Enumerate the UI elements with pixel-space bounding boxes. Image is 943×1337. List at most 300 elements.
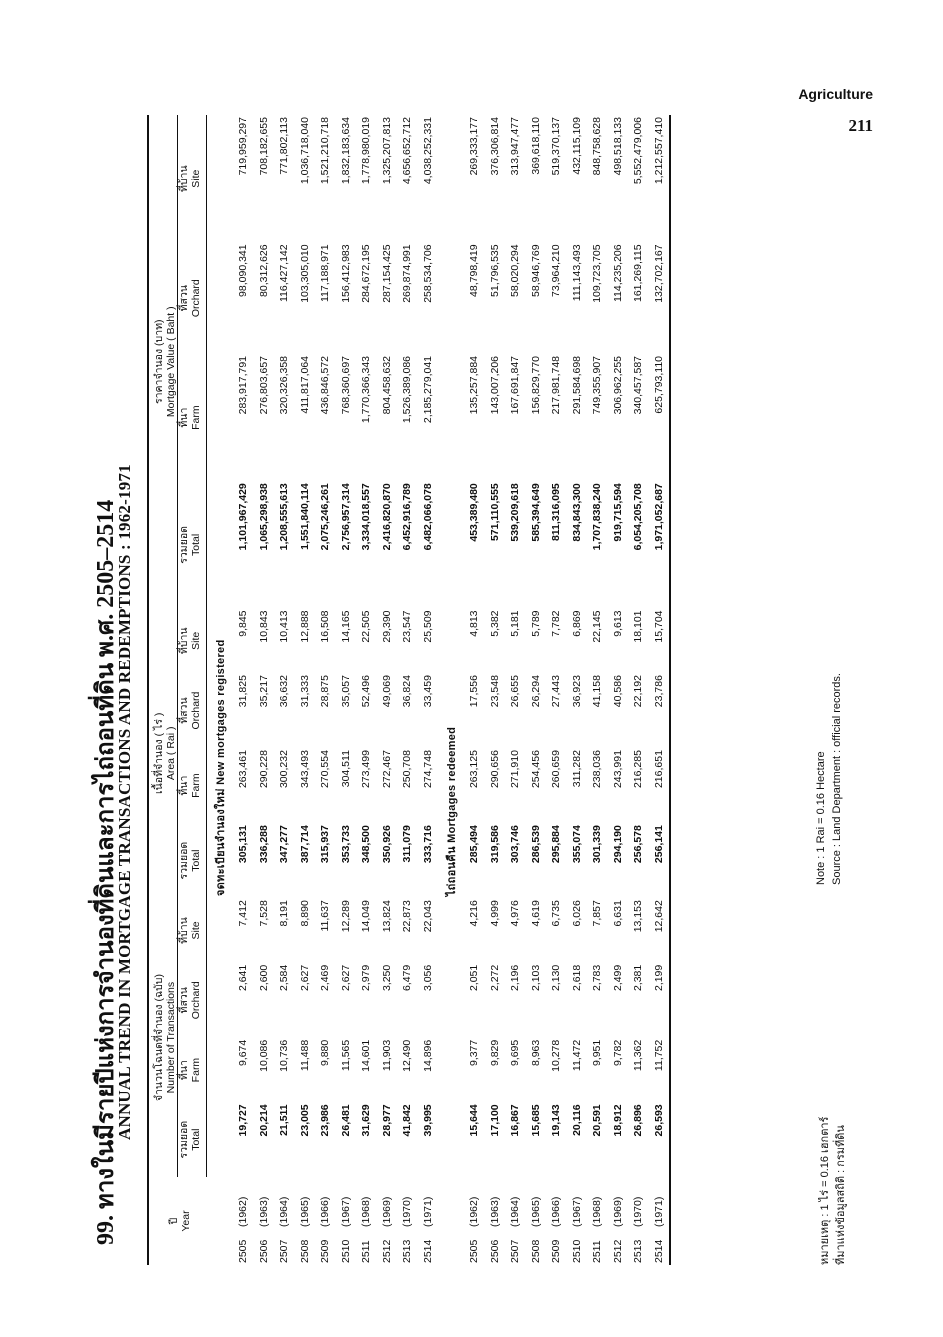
year-be-cell: 2508 (298, 1239, 311, 1263)
subheader-th: ที่สวน (178, 697, 190, 724)
v-site-cell: 4,656,652,712 (401, 117, 414, 185)
t-site-cell: 7,528 (257, 900, 270, 927)
v-site-cell: 432,115,109 (570, 117, 583, 175)
value-total-subheader (178, 481, 207, 608)
a-farm-cell: 343,493 (298, 750, 311, 789)
year-be-cell: 2510 (570, 1239, 583, 1263)
t-farm-cell: 11,752 (649, 1038, 671, 1103)
subheader-en: Orchard (190, 691, 202, 730)
t-site-cell: 6,026 (570, 900, 583, 927)
t-farm-cell: 9,829 (488, 1039, 501, 1067)
a-farm-cell: 273,499 (360, 750, 373, 789)
v-farm-cell: 143,007,206 (488, 355, 501, 415)
subheader-th: ที่สวน (178, 284, 190, 312)
a-site-cell: 14,165 (339, 610, 352, 643)
a-site-cell: 4,813 (468, 610, 481, 637)
area-header-en: Area ( Rai ) (165, 726, 177, 781)
year-ce-cell: (1965) (529, 1196, 542, 1227)
v-orchard-cell: 287,154,425 (380, 244, 393, 303)
a-total-cell: 353,733 (339, 825, 352, 864)
year-be-cell: 2508 (529, 1239, 542, 1263)
a-site-cell: 12,888 (298, 610, 311, 643)
t-total-cell: 23,005 (298, 1104, 311, 1137)
t-farm-cell: 10,086 (257, 1039, 270, 1072)
a-total-cell: 347,277 (278, 825, 291, 864)
v-site-cell: 848,758,628 (591, 117, 604, 176)
a-orchard-cell: 31,333 (298, 675, 311, 708)
a-orchard-cell: 52,496 (360, 675, 373, 708)
transactions-header-en: Number of Transactions (165, 981, 177, 1094)
subheader-th: ที่นา (178, 407, 190, 428)
subheader-th: รวมยอด (178, 1120, 190, 1159)
v-total-cell: 539,209,618 (509, 483, 522, 542)
table-row (587, 115, 608, 1265)
v-orchard-cell: 103,305,010 (298, 244, 311, 303)
note-thai: หมายเหตุ : 1 ไร่ = 0.16 เฮกตาร์ (819, 1116, 831, 1265)
value-farm-subheader (178, 354, 207, 481)
v-total-cell: 2,075,246,261 (319, 483, 332, 551)
t-farm-cell: 10,736 (278, 1039, 291, 1072)
a-total-cell: 315,937 (319, 825, 332, 864)
year-ce-cell: (1965) (298, 1196, 311, 1227)
a-orchard-cell: 36,632 (278, 675, 291, 708)
a-orchard-cell: 41,158 (591, 675, 604, 708)
t-site-cell: 14,049 (360, 900, 373, 933)
a-site-cell: 6,869 (570, 610, 583, 637)
v-farm-cell: 135,257,884 (468, 355, 481, 415)
year-ce-cell: (1971) (421, 1196, 434, 1227)
t-total-cell: 31,629 (360, 1104, 373, 1137)
a-farm-cell: 270,554 (319, 750, 332, 789)
t-total-cell: 20,591 (591, 1104, 604, 1137)
v-orchard-cell: 58,946,769 (529, 244, 542, 297)
a-orchard-cell: 49,069 (380, 675, 393, 708)
t-orchard-cell: 2,381 (632, 964, 645, 992)
area-header (148, 608, 178, 898)
a-total-cell: 333,716 (421, 825, 434, 864)
transactions-orchard-subheader (178, 963, 207, 1038)
section-spacer (207, 898, 234, 1265)
source-thai: ที่มาแห่งข้อมูลสถิติ : กรมที่ดิน (835, 1125, 847, 1265)
v-farm-cell: 276,803,657 (257, 355, 270, 415)
a-orchard-cell: 35,057 (339, 675, 352, 708)
a-site-cell: 9,613 (611, 610, 624, 637)
t-total-cell: 15,644 (468, 1104, 481, 1137)
subheader-th: รวมยอด (178, 841, 190, 880)
a-total-cell: 350,926 (380, 825, 393, 864)
section-label (207, 115, 234, 898)
subheader-th: ที่บ้าน (178, 165, 190, 193)
year-header-th: ปี (167, 1217, 180, 1225)
year-ce-cell: (1969) (380, 1196, 393, 1227)
a-orchard-cell: 27,443 (550, 675, 563, 708)
a-total-cell: 303,746 (509, 825, 522, 864)
v-site-cell: 1,778,980,019 (360, 117, 373, 185)
title-english: ANNUAL TREND IN MORTGAGE TRANSACTIONS AND REDEMPTIONS : 1962-1971 (115, 464, 134, 1140)
t-farm-cell: 11,362 (632, 1039, 645, 1072)
t-total-cell: 21,511 (278, 1104, 291, 1136)
t-total-cell: 41,842 (401, 1104, 414, 1137)
a-orchard-cell: 22,192 (632, 675, 645, 708)
a-site-cell: 5,382 (488, 610, 501, 637)
table-row (608, 115, 629, 1265)
a-total-cell: 256,578 (632, 825, 645, 864)
v-site-cell: 376,306,814 (488, 117, 501, 176)
t-orchard-cell: 2,979 (360, 964, 373, 992)
a-orchard-cell: 26,655 (509, 675, 522, 708)
t-orchard-cell: 2,199 (649, 963, 671, 1038)
t-farm-cell: 12,490 (401, 1039, 414, 1072)
a-orchard-cell: 31,825 (237, 675, 250, 708)
v-total-cell: 1,101,967,429 (237, 483, 250, 551)
t-total-cell: 26,593 (649, 1102, 671, 1177)
t-farm-cell: 11,472 (570, 1039, 583, 1072)
subheader-en: Site (190, 631, 202, 650)
table-row (418, 115, 439, 1265)
year-be-cell: 2506 (257, 1239, 270, 1263)
v-total-cell: 1,971,052,687 (649, 481, 671, 608)
subheader-en: Site (190, 169, 202, 188)
v-orchard-cell: 80,312,626 (257, 244, 270, 297)
year-ce-cell: (1962) (468, 1196, 481, 1227)
year-be-cell: 2507 (278, 1239, 291, 1263)
t-site-cell: 8,191 (278, 900, 291, 927)
a-total-cell: 311,079 (401, 825, 414, 863)
subheader-th: ที่สวน (178, 987, 190, 1014)
subheader-en: Total (190, 849, 202, 872)
a-farm-cell: 243,991 (611, 750, 624, 789)
v-site-cell: 369,618,110 (529, 117, 542, 175)
v-total-cell: 571,110,555 (488, 483, 501, 542)
a-farm-cell: 304,511 (339, 750, 352, 788)
year-header-en: Year (179, 1210, 192, 1232)
year-be-cell: 2513 (401, 1239, 414, 1263)
source-english: Source : Land Department : official records. (831, 673, 843, 885)
v-orchard-cell: 48,798,419 (468, 244, 481, 297)
t-orchard-cell: 2,272 (488, 964, 501, 992)
t-orchard-cell: 2,600 (257, 964, 270, 992)
value-site-subheader (178, 115, 207, 242)
v-farm-cell: 340,457,587 (632, 355, 645, 415)
table-row (295, 115, 316, 1265)
v-orchard-cell: 111,143,493 (570, 244, 583, 302)
t-site-cell: 4,216 (468, 900, 481, 927)
a-orchard-cell: 36,824 (401, 675, 414, 708)
t-site-cell: 22,873 (401, 900, 414, 933)
table-row (628, 115, 649, 1265)
t-site-cell: 6,735 (550, 900, 563, 927)
a-farm-cell: 271,910 (509, 750, 522, 789)
t-total-cell: 20,116 (570, 1104, 583, 1136)
year-ce-cell: (1970) (632, 1196, 645, 1227)
t-orchard-cell: 3,056 (421, 964, 434, 992)
year-ce-cell: (1968) (591, 1196, 604, 1227)
v-site-cell: 1,036,718,040 (298, 117, 311, 185)
t-orchard-cell: 2,469 (319, 964, 332, 992)
t-farm-cell: 14,601 (360, 1039, 373, 1072)
t-farm-cell: 14,896 (421, 1039, 434, 1072)
a-total-cell: 301,339 (591, 825, 604, 864)
a-site-cell: 22,145 (591, 610, 604, 643)
a-total-cell: 387,714 (298, 825, 311, 864)
t-site-cell: 11,637 (319, 900, 332, 932)
year-ce-cell: (1962) (237, 1196, 250, 1227)
v-orchard-cell: 161,269,115 (632, 244, 645, 302)
table-row (233, 115, 254, 1265)
v-farm-cell: 156,829,770 (529, 355, 542, 415)
t-total-cell: 23,986 (319, 1104, 332, 1137)
value-orchard-subheader (178, 242, 207, 354)
section-label-th: จดทะเบียนจำนองใหม่ (214, 788, 227, 897)
year-be-cell: 2510 (339, 1239, 352, 1263)
a-site-cell: 22,505 (360, 610, 373, 643)
year-ce-cell: (1963) (257, 1196, 270, 1227)
a-farm-cell: 216,651 (649, 748, 671, 823)
v-farm-cell: 625,793,110 (649, 354, 671, 481)
a-site-cell: 23,547 (401, 610, 414, 643)
v-total-cell: 1,065,298,938 (257, 483, 270, 551)
v-farm-cell: 306,962,255 (611, 355, 624, 415)
value-header-th: ราคาจำนอง (บาท) (153, 319, 165, 404)
area-total-subheader (178, 823, 207, 898)
table-row (315, 115, 336, 1265)
t-total-cell: 20,214 (257, 1104, 270, 1137)
table-row (464, 115, 485, 1265)
v-farm-cell: 749,355,907 (591, 355, 604, 415)
transactions-header (148, 898, 178, 1177)
a-site-cell: 10,413 (278, 610, 291, 643)
a-orchard-cell: 35,217 (257, 675, 270, 708)
v-total-cell: 1,208,555,613 (278, 483, 291, 551)
a-site-cell: 7,782 (550, 610, 563, 637)
transactions-site-subheader (178, 898, 207, 963)
v-farm-cell: 1,770,366,343 (360, 355, 373, 424)
v-orchard-cell: 109,723,705 (591, 244, 604, 303)
a-orchard-cell: 23,548 (488, 675, 501, 708)
a-orchard-cell: 17,556 (468, 675, 481, 708)
t-site-cell: 8,890 (298, 900, 311, 927)
t-orchard-cell: 2,641 (237, 964, 250, 992)
v-site-cell: 519,370,137 (550, 117, 563, 176)
a-total-cell: 286,539 (529, 825, 542, 864)
v-site-cell: 4,038,252,331 (421, 117, 434, 185)
subheader-th: ที่บ้าน (178, 917, 190, 944)
value-header-en: Mortgage Value ( Baht ) (165, 306, 177, 418)
section-row (438, 115, 464, 1265)
v-orchard-cell: 258,534,706 (421, 244, 434, 303)
v-orchard-cell: 269,874,991 (401, 244, 414, 303)
a-total-cell: 305,131 (237, 825, 250, 864)
t-site-cell: 4,619 (529, 900, 542, 927)
t-farm-cell: 9,674 (237, 1039, 250, 1067)
a-total-cell: 256,141 (649, 823, 671, 898)
subheader-th: ที่นา (178, 1060, 190, 1081)
a-total-cell: 348,500 (360, 825, 373, 864)
year-ce-cell: (1964) (278, 1196, 291, 1227)
a-farm-cell: 290,656 (488, 750, 501, 789)
subheader-en: Orchard (190, 981, 202, 1020)
v-farm-cell: 217,981,748 (550, 355, 563, 415)
subheader-en: Orchard (190, 279, 202, 318)
t-total-cell: 19,727 (237, 1104, 250, 1137)
v-site-cell: 771,802,113 (278, 117, 291, 175)
a-orchard-cell: 40,586 (611, 675, 624, 708)
t-orchard-cell: 2,051 (468, 964, 481, 992)
section-label (438, 115, 464, 898)
v-orchard-cell: 51,796,535 (488, 244, 501, 297)
year-header (148, 1177, 207, 1265)
rotated-table-page (85, 115, 875, 1265)
t-site-cell: 6,631 (611, 900, 624, 927)
year-be-cell: 2505 (237, 1239, 250, 1263)
a-site-cell: 25,509 (421, 610, 434, 643)
a-farm-cell: 272,467 (380, 750, 393, 789)
t-total-cell: 28,977 (380, 1104, 393, 1137)
section-label-en: New mortgages registered (215, 639, 227, 785)
year-be-cell: 2509 (319, 1239, 332, 1263)
a-orchard-cell: 28,875 (319, 675, 332, 708)
v-total-cell: 1,551,840,114 (298, 483, 311, 550)
year-ce-cell: (1967) (339, 1196, 352, 1227)
a-farm-cell: 254,456 (529, 750, 542, 789)
a-total-cell: 319,586 (488, 825, 501, 864)
a-total-cell: 295,884 (550, 825, 563, 864)
table-row (397, 115, 418, 1265)
v-farm-cell: 436,846,572 (319, 355, 332, 415)
t-site-cell: 12,289 (339, 900, 352, 933)
a-site-cell: 5,181 (509, 610, 522, 637)
area-site-subheader (178, 608, 207, 673)
a-total-cell: 285,494 (468, 825, 481, 864)
a-site-cell: 10,843 (257, 610, 270, 643)
subheader-th: ที่นา (178, 775, 190, 796)
t-site-cell: 4,999 (488, 900, 501, 927)
area-farm-subheader (178, 748, 207, 823)
t-farm-cell: 10,278 (550, 1039, 563, 1072)
t-farm-cell: 9,782 (611, 1039, 624, 1067)
a-orchard-cell: 26,294 (529, 675, 542, 708)
t-total-cell: 26,481 (339, 1104, 352, 1137)
value-header (148, 115, 178, 608)
year-be-cell: 2513 (632, 1239, 645, 1263)
year-ce-cell: (1966) (319, 1196, 332, 1227)
t-orchard-cell: 2,783 (591, 964, 604, 992)
v-site-cell: 313,947,477 (509, 117, 522, 176)
t-orchard-cell: 2,584 (278, 964, 291, 992)
subheader-en: Farm (190, 1057, 202, 1083)
t-orchard-cell: 2,499 (611, 964, 624, 992)
v-orchard-cell: 132,702,167 (649, 242, 671, 354)
v-site-cell: 1,212,557,410 (649, 115, 671, 242)
v-total-cell: 811,316,095 (550, 483, 563, 542)
a-farm-cell: 238,036 (591, 750, 604, 789)
a-total-cell: 294,190 (611, 825, 624, 864)
t-site-cell: 4,976 (509, 900, 522, 927)
v-total-cell: 2,756,957,314 (339, 483, 352, 551)
v-total-cell: 919,715,594 (611, 483, 624, 542)
v-site-cell: 719,959,297 (237, 117, 250, 176)
title-thai: 99. ทางในมีรายปีแห่งการจำนองที่ดินและการไถ่ถอนที่ดิน พ.ศ. 2505–2514 (93, 499, 119, 1245)
t-farm-cell: 11,903 (380, 1039, 393, 1072)
year-ce-cell: (1968) (360, 1196, 373, 1227)
v-orchard-cell: 73,964,210 (550, 244, 563, 297)
year-be-cell: 2512 (611, 1239, 624, 1263)
table-row (526, 115, 547, 1265)
t-orchard-cell: 2,627 (298, 964, 311, 992)
v-orchard-cell: 156,412,983 (339, 244, 352, 303)
v-orchard-cell: 117,188,971 (319, 244, 332, 302)
a-site-cell: 9,845 (237, 610, 250, 637)
year-be-cell: 2511 (591, 1240, 604, 1263)
v-site-cell: 1,325,207,813 (380, 117, 393, 185)
v-total-cell: 3,334,018,557 (360, 483, 373, 551)
a-farm-cell: 290,228 (257, 750, 270, 789)
subheader-en: Total (190, 1128, 202, 1151)
t-site-cell: 7,412 (237, 900, 250, 927)
v-total-cell: 453,389,480 (468, 483, 481, 542)
subheader-th: รวมยอด (178, 526, 190, 564)
year-be-cell: 2506 (488, 1239, 501, 1263)
section-spacer (438, 898, 464, 1265)
v-site-cell: 269,333,177 (468, 117, 481, 176)
a-farm-cell: 263,125 (468, 750, 481, 789)
a-site-cell: 15,704 (649, 608, 671, 673)
subheader-en: Total (190, 533, 202, 556)
table-row (336, 115, 357, 1265)
a-farm-cell: 274,748 (421, 750, 434, 789)
a-site-cell: 29,390 (380, 610, 393, 643)
v-farm-cell: 1,526,389,086 (401, 355, 414, 424)
t-farm-cell: 8,963 (529, 1039, 542, 1067)
t-total-cell: 19,143 (550, 1104, 563, 1137)
year-ce-cell: (1963) (488, 1196, 501, 1227)
v-farm-cell: 411,817,064 (298, 355, 311, 414)
year-be-cell: 2509 (550, 1239, 563, 1263)
a-orchard-cell: 23,786 (649, 673, 671, 748)
area-orchard-subheader (178, 673, 207, 748)
a-site-cell: 5,789 (529, 610, 542, 637)
a-farm-cell: 300,232 (278, 750, 291, 789)
v-farm-cell: 320,326,358 (278, 355, 291, 415)
a-orchard-cell: 33,459 (421, 675, 434, 708)
t-orchard-cell: 2,196 (509, 964, 522, 992)
table-row (649, 115, 671, 1265)
transactions-farm-subheader (178, 1038, 207, 1103)
year-be-cell: 2505 (468, 1239, 481, 1263)
table-row (377, 115, 398, 1265)
section-row (207, 115, 234, 1265)
t-orchard-cell: 3,250 (380, 964, 393, 992)
year-ce-cell: (1964) (509, 1196, 522, 1227)
t-orchard-cell: 2,627 (339, 964, 352, 992)
area-header-th: เนื้อที่จำนอง ( ไร่ ) (153, 712, 165, 794)
subheader-en: Farm (190, 773, 202, 798)
v-orchard-cell: 98,090,341 (237, 244, 250, 297)
v-total-cell: 2,416,820,870 (380, 483, 393, 551)
note-english: Note : 1 Rai = 0.16 Hectare (815, 751, 827, 885)
year-be-cell: 2512 (380, 1239, 393, 1263)
table-row (505, 115, 526, 1265)
t-total-cell: 39,995 (421, 1104, 434, 1137)
t-orchard-cell: 2,618 (570, 964, 583, 992)
year-be-cell: 2514 (649, 1229, 671, 1265)
v-total-cell: 1,707,838,240 (591, 483, 604, 551)
year-ce-cell: (1967) (570, 1196, 583, 1227)
v-farm-cell: 768,360,697 (339, 355, 352, 415)
v-site-cell: 498,518,133 (611, 117, 624, 176)
section-header: Agriculture (798, 86, 873, 102)
year-be-cell: 2514 (421, 1239, 434, 1263)
